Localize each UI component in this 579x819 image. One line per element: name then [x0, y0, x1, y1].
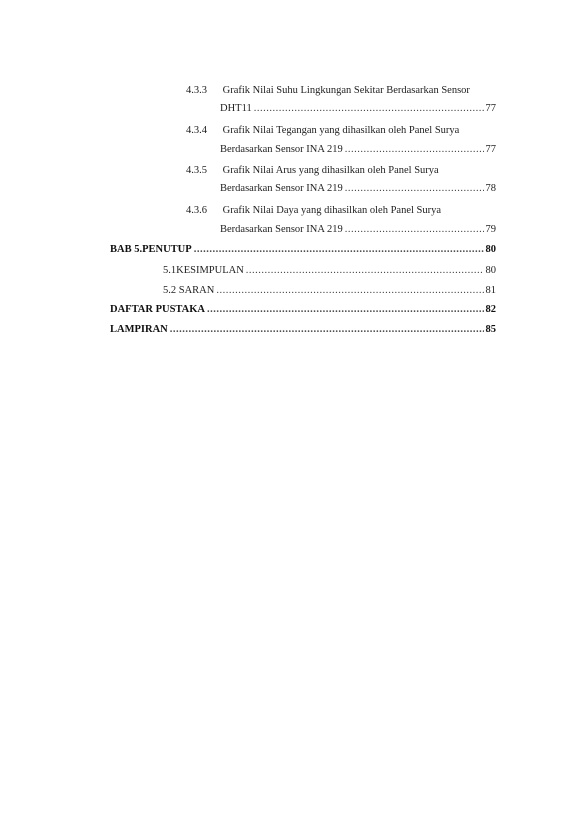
toc-entry-title: Grafik Nilai Arus yang dihasilkan oleh Panel Surya [222, 165, 439, 176]
toc-entry-4-3-5-heading[interactable] [186, 164, 439, 177]
toc-entry-4-3-4-continuation[interactable] [220, 143, 496, 156]
toc-page-number: 81 [485, 285, 496, 296]
toc-entry-title-continued: Berdasarkan Sensor INA 219 [220, 183, 343, 194]
toc-entry-number: 5.1 [163, 265, 177, 276]
toc-entry-number: 4.3.3 [186, 85, 207, 96]
toc-entry-title: KESIMPULAN [176, 265, 244, 276]
toc-entry-lampiran[interactable] [110, 323, 496, 336]
dot-leader [170, 323, 484, 336]
toc-entry-daftar-pustaka[interactable] [110, 303, 496, 316]
toc-page-number: 77 [485, 144, 496, 155]
toc-entry-title-continued: DHT11 [220, 103, 252, 114]
toc-entry-number: 4.3.6 [186, 205, 207, 216]
toc-entry-5-2[interactable] [163, 284, 496, 297]
toc-page-number: 80 [485, 265, 496, 276]
toc-chapter-title: PENUTUP [142, 244, 192, 255]
toc-entry-4-3-6-continuation[interactable] [220, 223, 496, 236]
toc-page-number: 85 [485, 324, 496, 335]
toc-entry-title: Grafik Nilai Tegangan yang dihasilkan oleh Panel Surya [222, 125, 460, 136]
toc-entry-title: Grafik Nilai Suhu Lingkungan Sekitar Berdasarkan Sensor [222, 85, 470, 96]
toc-page-number: 77 [485, 103, 496, 114]
toc-section-title: LAMPIRAN [110, 324, 168, 335]
toc-entry-4-3-3-heading[interactable] [186, 84, 470, 97]
toc-page-number: 82 [485, 304, 496, 315]
toc-entry-title: 5.2 SARAN [163, 285, 215, 296]
dot-leader [254, 102, 484, 115]
toc-page-number: 78 [485, 183, 496, 194]
dot-leader [207, 303, 484, 316]
toc-entry-4-3-4-heading[interactable] [186, 124, 459, 137]
dot-leader [345, 223, 484, 236]
dot-leader [194, 243, 484, 256]
toc-entry-title: Grafik Nilai Daya yang dihasilkan oleh Panel Surya [222, 205, 442, 216]
toc-page-number: 80 [485, 244, 496, 255]
toc-entry-4-3-3-continuation[interactable] [220, 102, 496, 115]
toc-entry-number: 4.3.5 [186, 165, 207, 176]
toc-chapter-number: BAB 5. [110, 244, 143, 255]
toc-entry-title-continued: Berdasarkan Sensor INA 219 [220, 144, 343, 155]
toc-entry-4-3-6-heading[interactable] [186, 204, 441, 217]
dot-leader [246, 264, 484, 277]
dot-leader [345, 143, 484, 156]
toc-entry-4-3-5-continuation[interactable] [220, 182, 496, 195]
toc-entry-5-1[interactable] [163, 264, 496, 277]
dot-leader [216, 284, 483, 297]
toc-page-number: 79 [485, 224, 496, 235]
toc-entry-bab-5[interactable] [110, 243, 496, 256]
toc-entry-number: 4.3.4 [186, 125, 207, 136]
toc-section-title: DAFTAR PUSTAKA [110, 304, 205, 315]
dot-leader [345, 182, 484, 195]
toc-entry-title-continued: Berdasarkan Sensor INA 219 [220, 224, 343, 235]
